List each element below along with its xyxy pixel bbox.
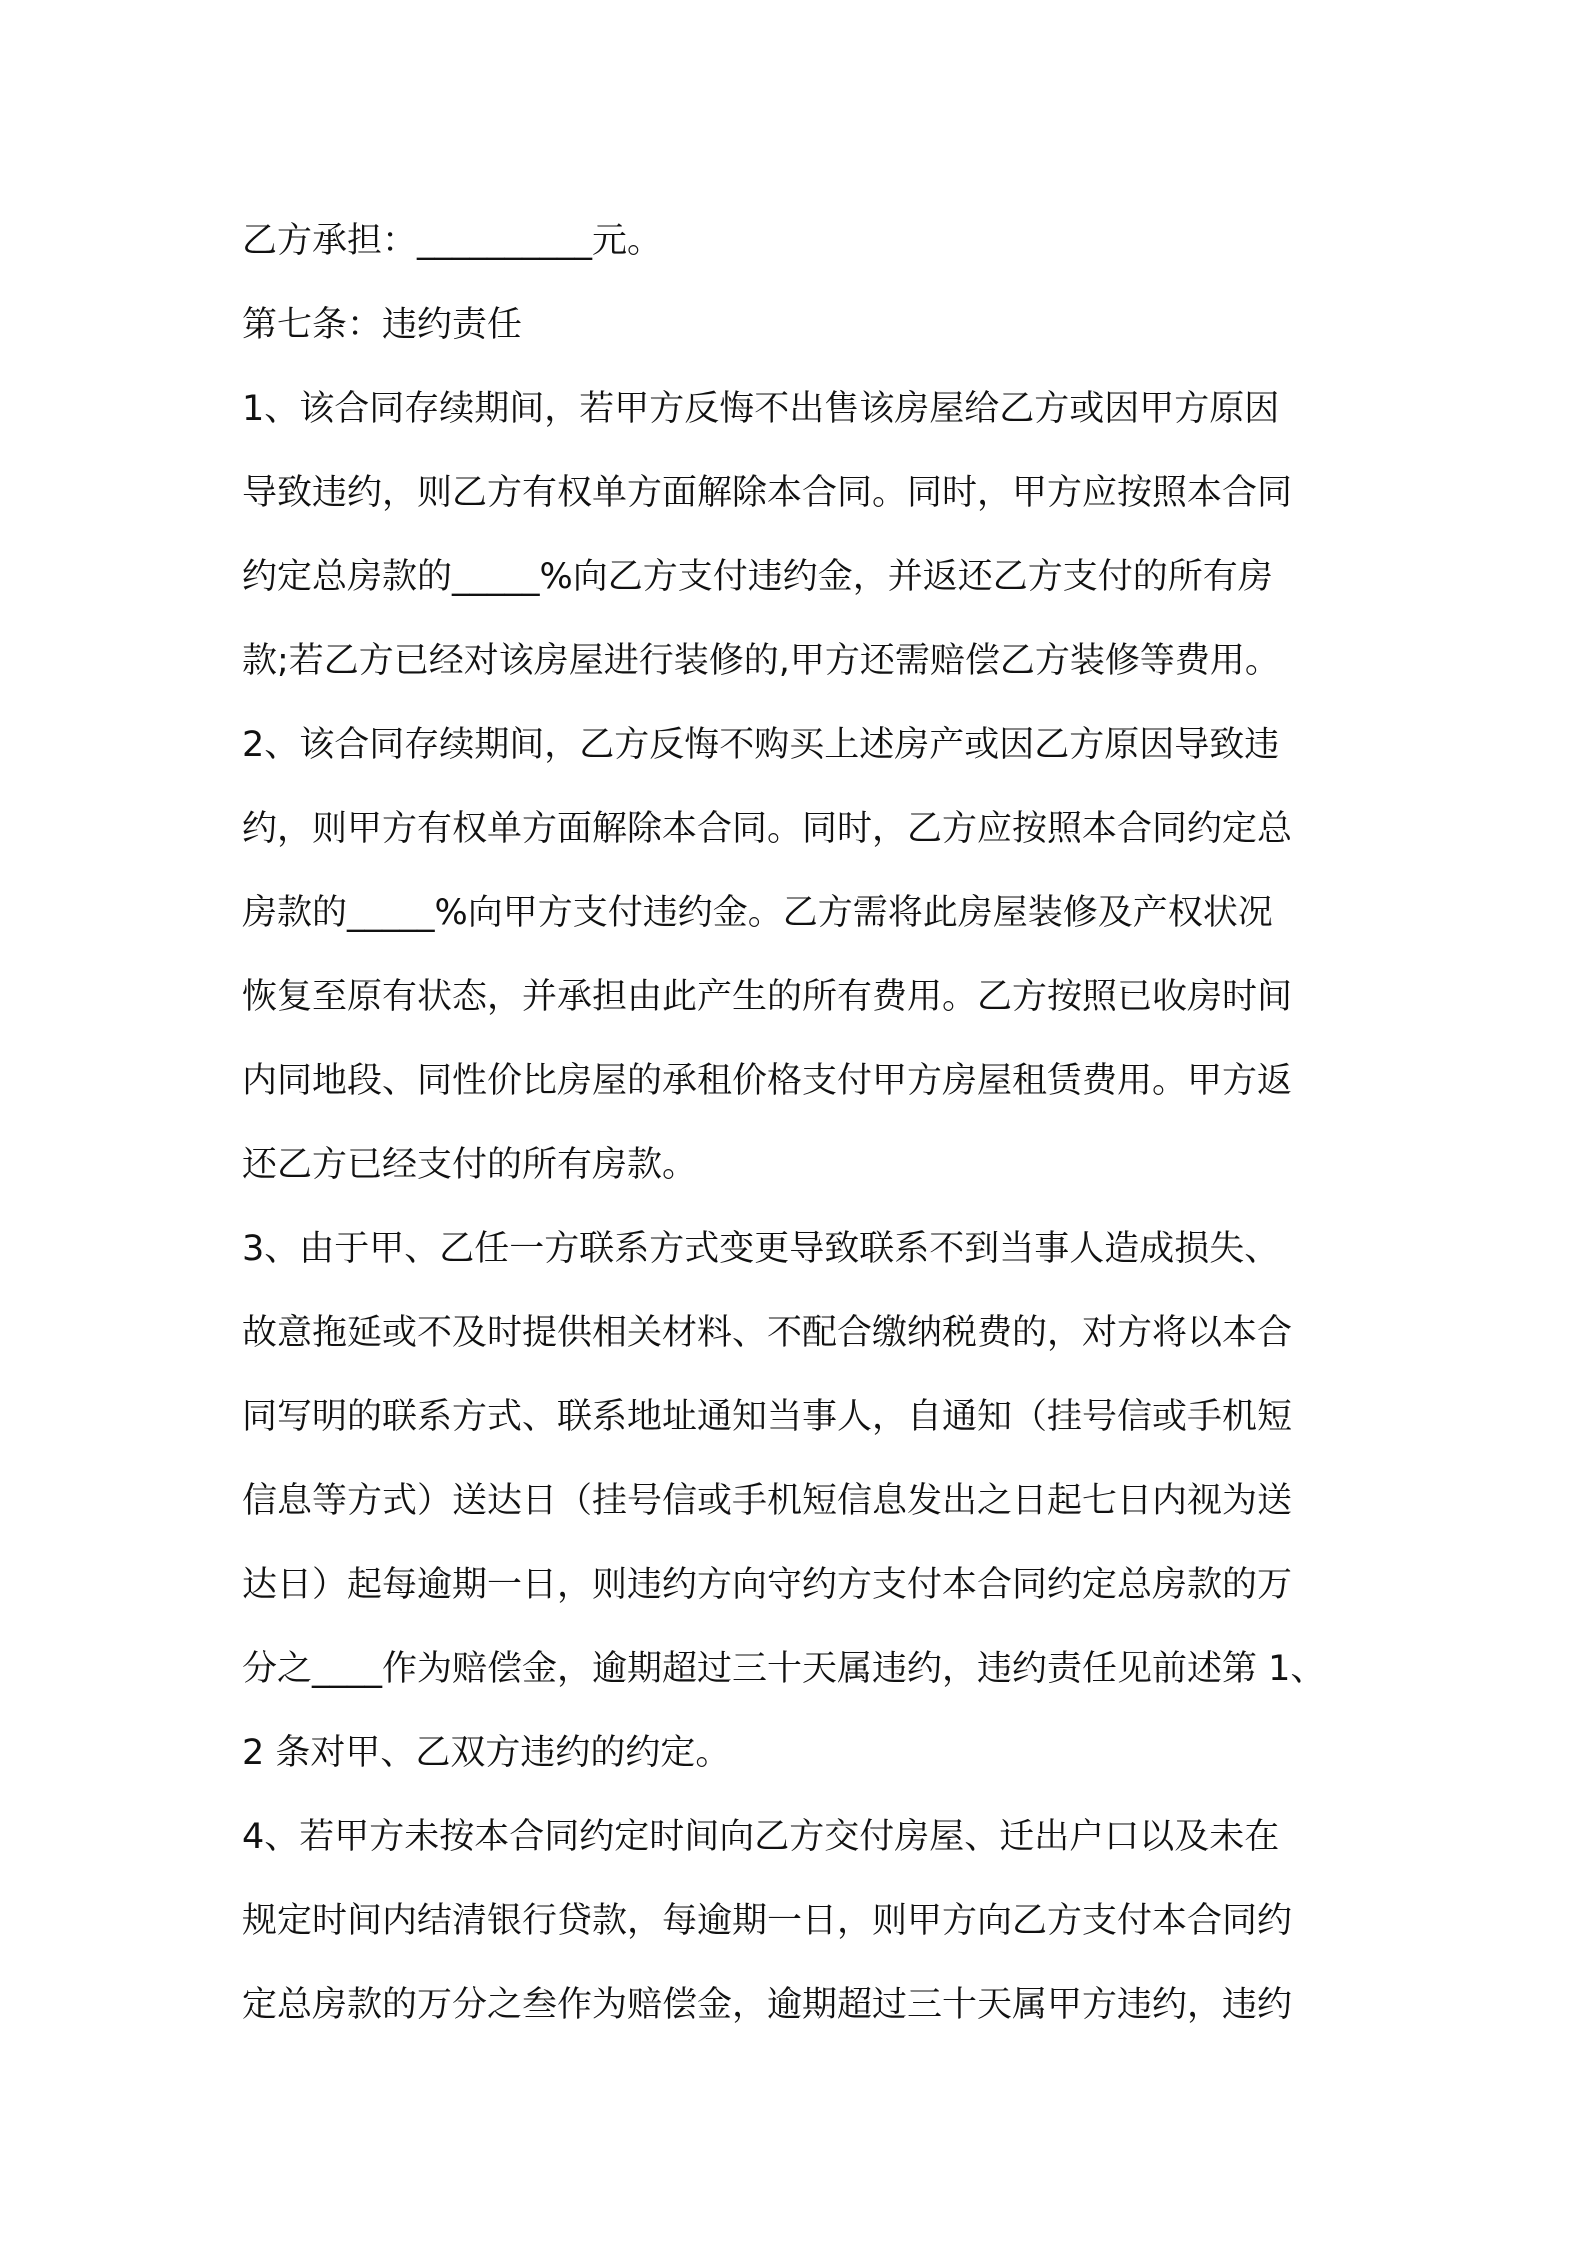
- clause-3-line-2: 故意拖延或不及时提供相关材料、不配合缴纳税费的，对方将以本合: [242, 1313, 1293, 1353]
- clause-2-line-5: 内同地段、同性价比房屋的承租价格支付甲方房屋租赁费用。甲方返: [242, 1061, 1293, 1101]
- clause-1-line-2: 导致违约，则乙方有权单方面解除本合同。同时，甲方应按照本合同: [242, 473, 1293, 513]
- clause-4-line-2: 规定时间内结清银行贷款，每逾期一日，则甲方向乙方支付本合同约: [242, 1901, 1293, 1941]
- clause-2-line-4: 恢复至原有状态，并承担由此产生的所有费用。乙方按照已收房时间: [242, 977, 1293, 1017]
- clause-3-line-6: 分之____作为赔偿金，逾期超过三十天属违约，违约责任见前述第 1、: [242, 1649, 1326, 1689]
- clause-1-line-3: 约定总房款的_____%向乙方支付违约金，并返还乙方支付的所有房: [242, 557, 1273, 597]
- clause-4-line-1: 4、若甲方未按本合同约定时间向乙方交付房屋、迁出户口以及未在: [242, 1817, 1280, 1857]
- clause-3-line-3: 同写明的联系方式、联系地址通知当事人，自通知（挂号信或手机短: [242, 1397, 1293, 1437]
- clause-2-line-2: 约，则甲方有权单方面解除本合同。同时，乙方应按照本合同约定总: [242, 809, 1293, 849]
- clause-1-line-4: 款;若乙方已经对该房屋进行装修的,甲方还需赔偿乙方装修等费用。: [242, 641, 1280, 681]
- clause-3-line-4: 信息等方式）送达日（挂号信或手机短信息发出之日起七日内视为送: [242, 1481, 1293, 1521]
- article-7-heading: 第七条：违约责任: [242, 305, 523, 345]
- clause-2-line-3: 房款的_____%向甲方支付违约金。乙方需将此房屋装修及产权状况: [242, 893, 1273, 933]
- clause-3-line-5: 达日）起每逾期一日，则违约方向守约方支付本合同约定总房款的万: [242, 1565, 1293, 1605]
- clause-2-line-1: 2、该合同存续期间，乙方反悔不购买上述房产或因乙方原因导致违: [242, 725, 1280, 765]
- clause-3-line-7: 2 条对甲、乙双方违约的约定。: [242, 1733, 731, 1773]
- text-line-payment-party-b: 乙方承担：__________元。: [242, 221, 663, 261]
- clause-2-line-6: 还乙方已经支付的所有房款。: [242, 1145, 698, 1185]
- clause-4-line-3: 定总房款的万分之叁作为赔偿金，逾期超过三十天属甲方违约，违约: [242, 1985, 1293, 2025]
- clause-1-line-1: 1、该合同存续期间，若甲方反悔不出售该房屋给乙方或因甲方原因: [242, 389, 1280, 429]
- clause-3-line-1: 3、由于甲、乙任一方联系方式变更导致联系不到当事人造成损失、: [242, 1229, 1280, 1269]
- document-body: [242, 199, 1352, 2047]
